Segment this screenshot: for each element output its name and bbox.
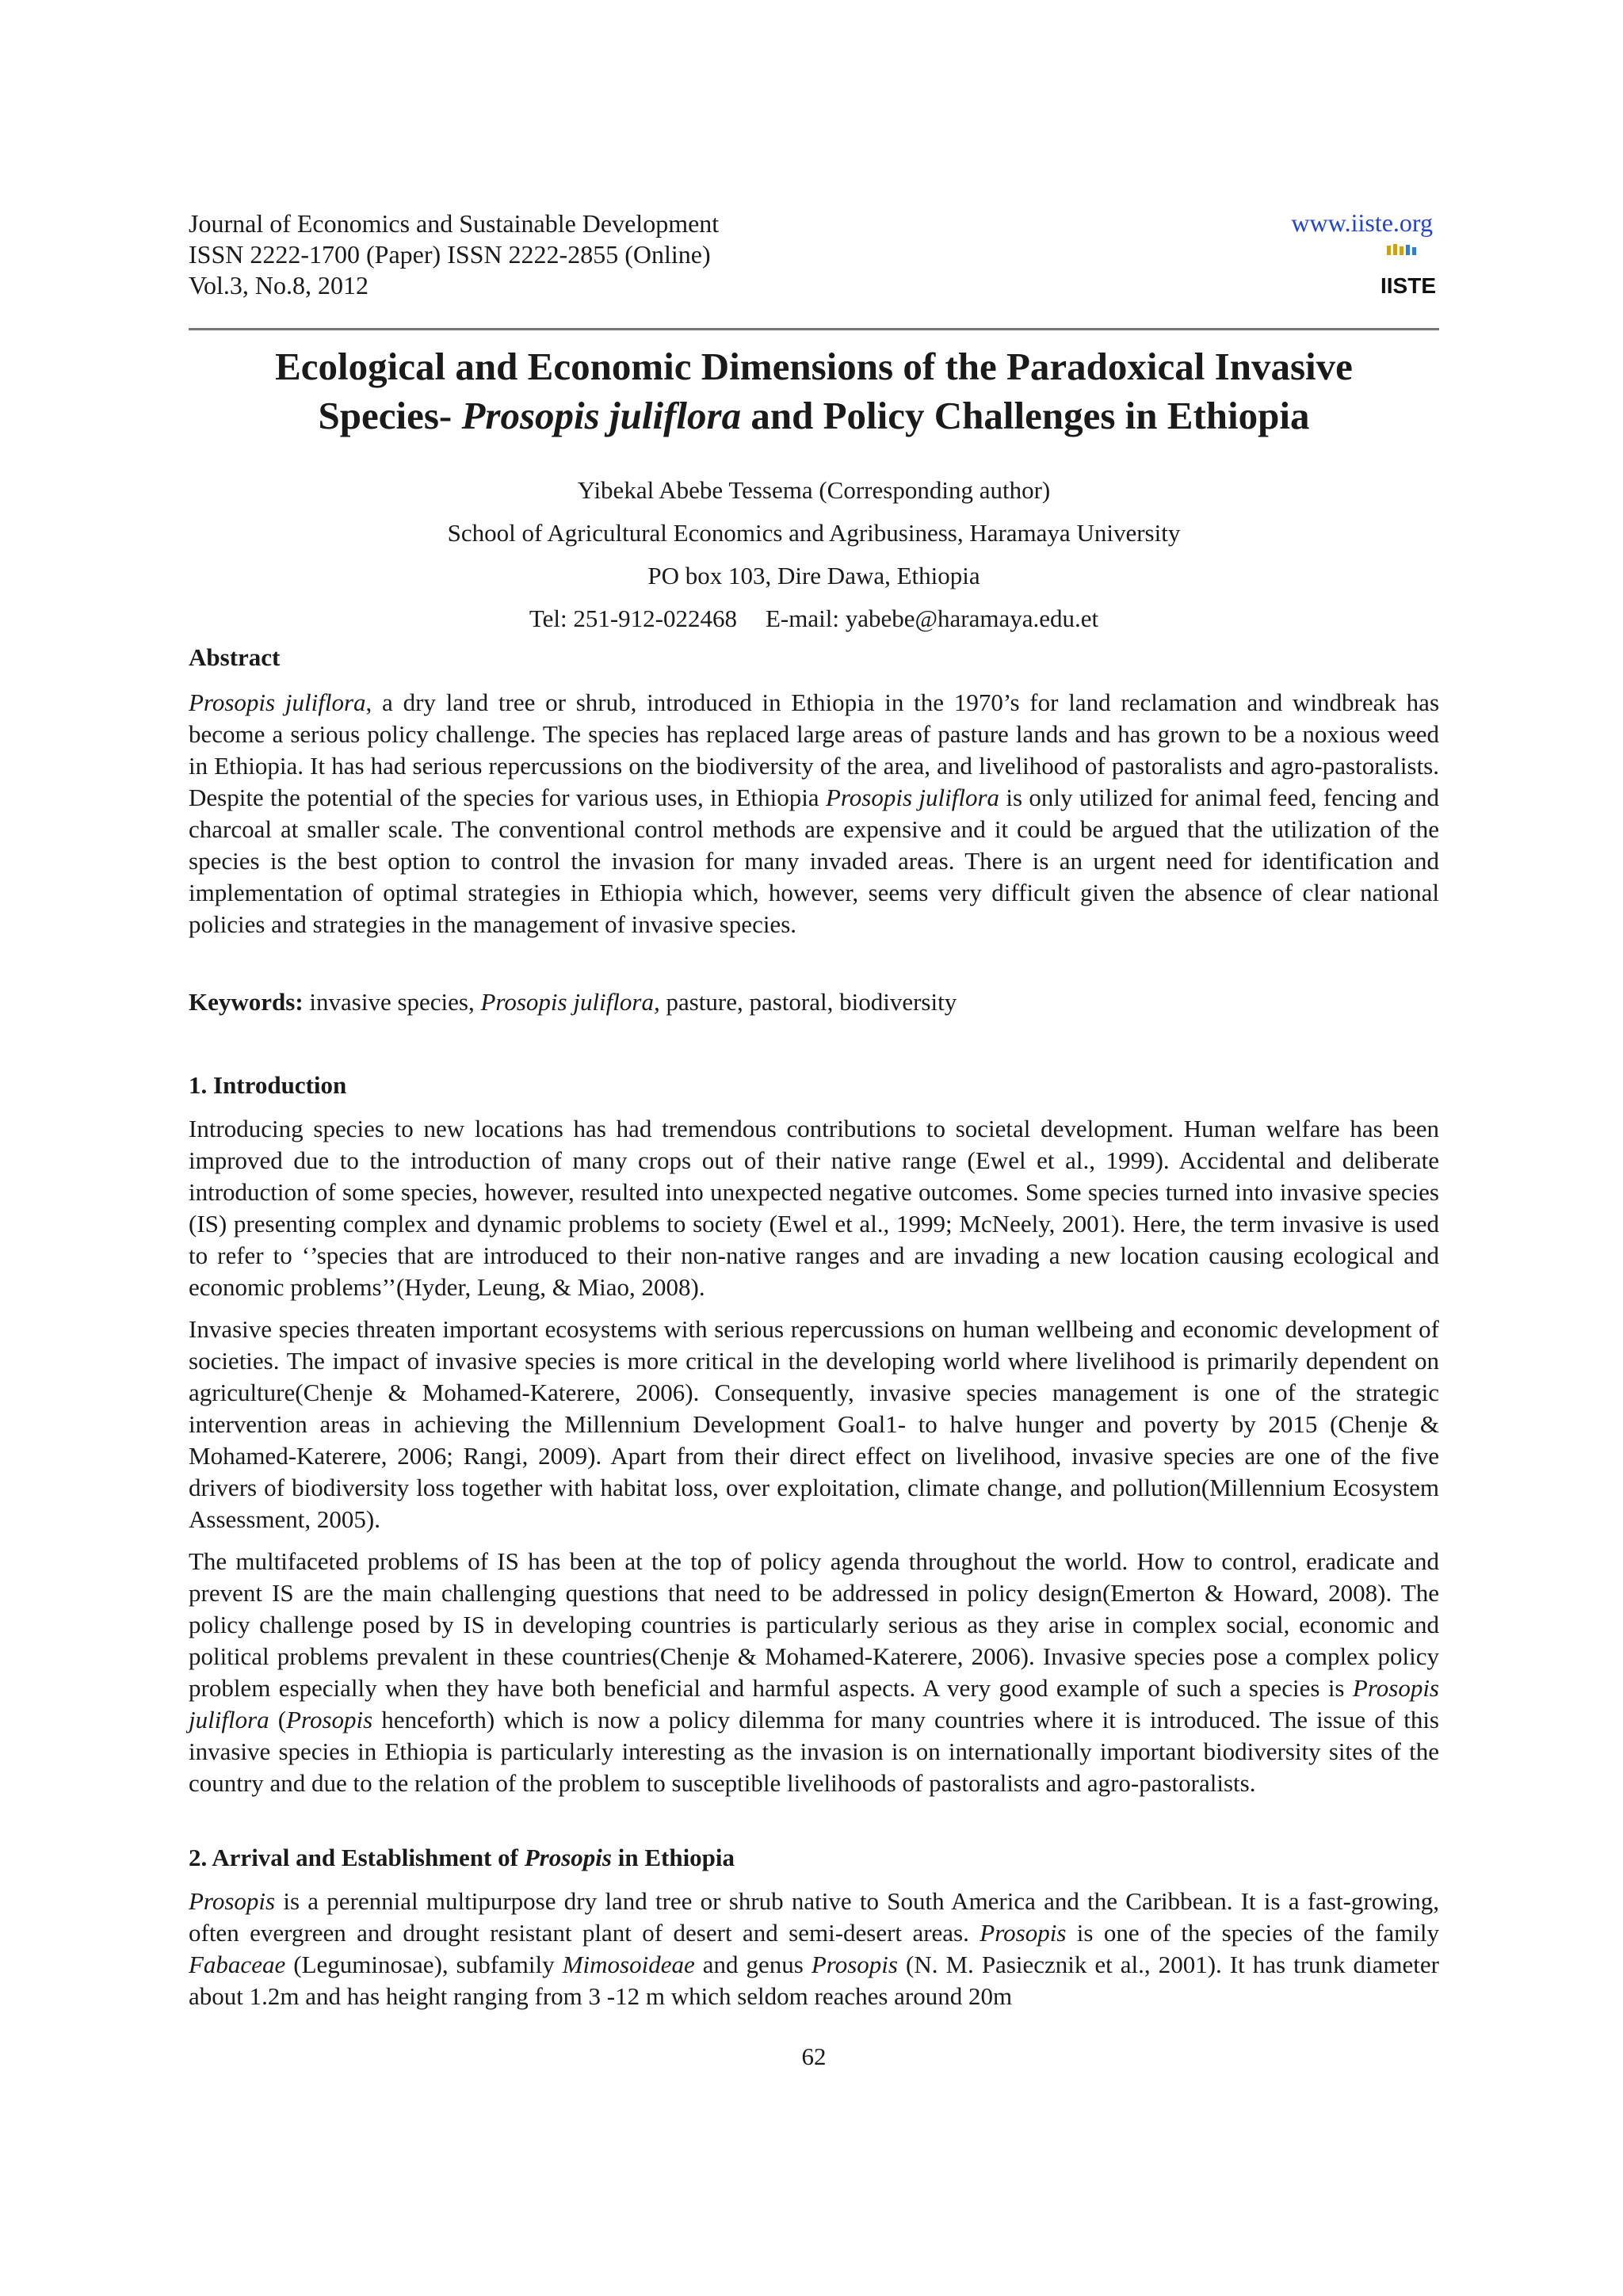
intro-p3-species: Prosopis juliflora bbox=[189, 1674, 1439, 1733]
author-name: Yibekal Abebe Tessema (Corresponding author) bbox=[577, 476, 1051, 504]
sec2-suffix: in Ethiopia bbox=[611, 1844, 735, 1871]
intro-p3-b: ( bbox=[269, 1706, 287, 1733]
s2-genus-2: Prosopis bbox=[980, 1919, 1067, 1947]
intro-p3-genus: Prosopis bbox=[286, 1706, 373, 1733]
logo-text: IISTE bbox=[1380, 273, 1437, 298]
intro-paragraph-3 bbox=[189, 1546, 1439, 1799]
website-link[interactable]: www.iiste.org bbox=[1291, 208, 1433, 237]
page-number: 62 bbox=[801, 2042, 827, 2070]
abstract-paragraph bbox=[189, 687, 1439, 940]
section-2-paragraph bbox=[189, 1886, 1439, 2012]
keywords-label: Keywords: bbox=[189, 988, 304, 1016]
keywords-line bbox=[189, 986, 1439, 1018]
title-prefix: Species- bbox=[318, 394, 462, 437]
author-school: School of Agricultural Economics and Agribusiness, Haramaya University bbox=[447, 519, 1181, 547]
title-suffix: and Policy Challenges in Ethiopia bbox=[741, 394, 1310, 437]
abstract-species-2: Prosopis juliflora bbox=[825, 784, 1000, 811]
title-line-2 bbox=[189, 391, 1439, 441]
section-1-heading: 1. Introduction bbox=[189, 1071, 347, 1099]
s2-genus-1: Prosopis bbox=[189, 1887, 276, 1915]
intro-p3-c: henceforth) which is now a policy dilemma for many countries where it is introduced. The issue of this invasive species in Ethiopia is particularly interesting as the invasion is on internationally important biodiversity sites of the country and due to the relation of the problem to susceptible livelihoods of pastoralists and agro-pastoralists. bbox=[189, 1706, 1439, 1797]
title-species: Prosopis juliflora bbox=[461, 394, 742, 437]
journal-name: Journal of Economics and Sustainable Development bbox=[189, 209, 720, 238]
s2-text-d: and genus bbox=[694, 1951, 812, 1978]
abstract-heading: Abstract bbox=[189, 643, 281, 671]
s2-text-c: (Leguminosae), subfamily bbox=[285, 1951, 563, 1978]
issn-line: ISSN 2222-1700 (Paper) ISSN 2222-2855 (Online) bbox=[189, 240, 711, 269]
keywords-before: invasive species, bbox=[303, 988, 481, 1016]
paper-title bbox=[189, 342, 1439, 441]
intro-paragraph-1: Introducing species to new locations has had tremendous contributions to societal development. Human welfare has been improved due to the introduction of many crops out of their native range (Ewel et al., 1999). Accidental and deliberate introduction of some species, however, resulted into unexpected negative outcomes. Some species turned into invasive species (IS) presenting complex and dynamic problems to society (Ewel et al., 1999; McNeely, 2001). Here, the term invasive is used to refer to ‘’species that are introduced to their non-native ranges and are invading a new location causing ecological and economic problems’’(Hyder, Leung, & Miao, 2008). bbox=[189, 1115, 1439, 1301]
sec2-genus: Prosopis bbox=[524, 1844, 612, 1871]
s2-subfamily: Mimosoideae bbox=[562, 1951, 695, 1978]
keywords-after: pasture, pastoral, biodiversity bbox=[659, 988, 957, 1016]
journal-header bbox=[189, 208, 719, 301]
iiste-logo-icon bbox=[1380, 244, 1437, 298]
abstract-species-1: Prosopis juliflora bbox=[189, 688, 366, 716]
s2-text-a: is a perennial multipurpose dry land tree or shrub native to South America and the Caribbean. It is a fast-growing, often evergreen and drought resistant plant of desert and semi-desert areas. bbox=[189, 1887, 1439, 1947]
header-rule bbox=[189, 328, 1439, 330]
s2-text-e: (N. M. Pasiecznik et al., 2001). It has trunk diameter about 1.2m and has height ranging from 3 -12 m which seldom reaches around 20m bbox=[189, 1951, 1439, 2010]
abstract-text-1: , a dry land tree or shrub, introduced in Ethiopia in the 1970’s for land reclamation and windbreak has become a serious policy challenge. The species has replaced large areas of pasture lands and has grown to be a noxious weed in Ethiopia. It has had serious repercussions on the biodiversity of the area, and livelihood of pastoralists and agro-pastoralists. Despite the potential of the species for various uses, in Ethiopia bbox=[189, 688, 1440, 811]
intro-paragraph-2: Invasive species threaten important ecosystems with serious repercussions on human wellbeing and economic development of societies. The impact of invasive species is more critical in the developing world where livelihood is primarily dependent on agriculture(Chenje & Mohamed-Katerere, 2006). Consequently, invasive species management is one of the strategic intervention areas in achieving the Millennium Development Goal1- to halve hunger and poverty by 2015 (Chenje & Mohamed-Katerere, 2006; Rangi, 2009). Apart from their direct effect on livelihood, invasive species are one of the five drivers of biodiversity loss together with habitat loss, over exploitation, climate change, and pollution(Millennium Ecosystem Assessment, 2005). bbox=[189, 1315, 1439, 1533]
intro-p3-a: The multifaceted problems of IS has been at the top of policy agenda throughout the world. How to control, eradicate and prevent IS are the main challenging questions that need to be addressed in policy design(Emerton & Howard, 2008). The policy challenge posed by IS in developing countries is particularly serious as they arise in complex social, economic and political problems prevalent in these countries(Chenje & Mohamed-Katerere, 2006). Invasive species pose a complex policy problem especially when they have both beneficial and harmful aspects. A very good example of such a species is bbox=[189, 1547, 1439, 1702]
s2-genus-3: Prosopis bbox=[811, 1951, 898, 1978]
author-block bbox=[189, 469, 1439, 640]
author-email[interactable]: E-mail: yabebe@haramaya.edu.et bbox=[766, 605, 1099, 632]
section-2-heading bbox=[189, 1842, 1439, 1874]
keywords-species: Prosopis juliflora, bbox=[480, 988, 660, 1016]
s2-family: Fabaceae bbox=[189, 1951, 286, 1978]
author-contact bbox=[189, 597, 1439, 640]
sec2-prefix: 2. Arrival and Establishment of bbox=[189, 1844, 525, 1871]
volume-line: Vol.3, No.8, 2012 bbox=[189, 271, 369, 299]
abstract-text-2: is only utilized for animal feed, fencing and charcoal at smaller scale. The conventional control methods are expensive and it could be argued that the utilization of the species is the best option to control the invasion for many invaded areas. There is an urgent need for identification and implementation of optimal strategies in Ethiopia which, however, seems very difficult given the absence of clear national policies and strategies in the management of invasive species. bbox=[189, 784, 1439, 938]
title-line-1: Ecological and Economic Dimensions of the Paradoxical Invasive bbox=[275, 345, 1353, 388]
author-address: PO box 103, Dire Dawa, Ethiopia bbox=[647, 562, 980, 589]
s2-text-b: is one of the species of the family bbox=[1066, 1919, 1439, 1947]
author-tel: Tel: 251-912-022468 bbox=[529, 605, 737, 632]
